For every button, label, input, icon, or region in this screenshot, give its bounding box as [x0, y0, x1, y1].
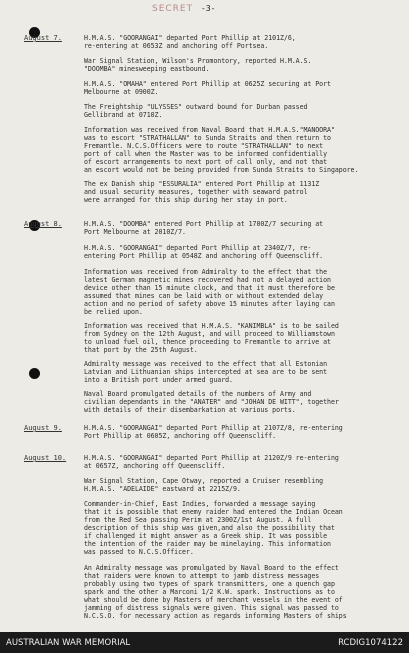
footer-record-id: RCDIG1074122 [338, 638, 403, 648]
log-paragraph: H.M.A.S. "GOORANGAI" departed Port Phillip at 2107Z/8, re-entering Port Phillip at 0605Z, anchoring off Queenscliff. [84, 424, 343, 440]
log-paragraph: H.M.A.S. "DOOMBA" entered Port Phillip at 1700Z/7 securing at Port Melbourne at 2010Z/7. [84, 220, 324, 236]
log-paragraph: An Admiralty message was promulgated by Naval Board to the effect that raiders were known to attempt to jamb distress messages probably using two types of spark transmitters, one a quench gap spark and the other a Marconi 1/2 K.W. spark. Instructions as to what should be done by Masters of merchant vessels in the event of jamming of distress signals were given. This signal was passed to N.C.S.O. for necessary action as regards informing Masters of ships [84, 564, 347, 620]
entry-date: August 8. [24, 220, 62, 228]
log-paragraph: H.M.A.S. "GOORANGAI" departed Port Phillip at 2120Z/9 re-entering at 0657Z, anchoring off Queenscliff. [84, 454, 339, 470]
log-paragraph: Information was received from Naval Board that H.M.A.S."MANOORA" was to escort "STRATHALLAN" to Sunda Straits and then return to Fremantle. N.C.S.Officers were to route "STRATHALLAN" to next port of call when the Master was to be informed confidentially of escort arrangements to next port of call only, and not that an escort would not be being provided from Sunda Straits to Singapore. [84, 126, 359, 174]
log-paragraph: War Signal Station, Wilson's Promontory, reported H.M.A.S. "DOOMBA" minesweeping eastbound. [84, 57, 312, 73]
log-paragraph: H.M.A.S. "GOORANGAI" departed Port Phillip at 2101Z/6, re-entering at 0653Z and anchoring off Portsea. [84, 34, 296, 50]
entry-date: August 9. [24, 424, 62, 432]
archive-footer [0, 632, 409, 653]
log-paragraph: Information was received from Admiralty to the effect that the latest German magnetic mines recovered had not a delayed action device other than 15 minute clock, and that it must therefore be assumed that mines can be laid with or without extended delay action and no period of safety above 15 minutes after laying can be relied upon. [84, 268, 335, 316]
log-paragraph: Information was received that H.M.A.S. "KANIMBLA" is to be sailed from Sydney on the 12th August, and will proceed to Williamstown to unload fuel oil, thence proceeding to Fremantle to arrive at that port by the 25th August. [84, 322, 339, 354]
log-paragraph: H.M.A.S. "OMAHA" entered Port Phillip at 0625Z securing at Port Melbourne at 0900Z. [84, 80, 331, 96]
log-paragraph: H.M.A.S. "GOORANGAI" departed Port Phillip at 2340Z/7, re- entering Port Phillip at 0548Z and anchoring off Queenscliff. [84, 244, 324, 260]
page-number: -3- [201, 4, 216, 13]
footer-source: AUSTRALIAN WAR MEMORIAL [6, 638, 131, 648]
log-paragraph: Commander-in-Chief, East Indies, forwarded a message saying that it is possible that enemy raider had entered the Indian Ocean from the Red Sea passing Perim at 2300Z/1st August. A full description of this ship was given,and also the possibility that if challenged it might answer as a Greek ship. It was possible the intention of the raider may be minelaying. This information was passed to N.C.S.Officer. [84, 500, 343, 556]
log-paragraph: The ex Danish ship "ESSURALIA" entered Port Phillip at 1131Z and usual security measures, together with seaward patrol were arranged for this ship during her stay in port. [84, 180, 320, 204]
log-paragraph: The Freightship "ULYSSES" outward bound for Durban passed Gellibrand at 0710Z. [84, 103, 308, 119]
punch-hole [29, 368, 40, 379]
entry-date: August 7. [24, 34, 62, 42]
secret-stamp: SECRET [152, 4, 194, 14]
log-paragraph: Admiralty message was received to the effect that all Estonian Latvian and Lithuanian ships intercepted at sea are to be sent into a British port under armed guard. [84, 360, 328, 384]
log-paragraph: War Signal Station, Cape Otway, reported a Cruiser resembling H.M.A.S. "ADELAIDE" eastward at 2215Z/9. [84, 477, 324, 493]
log-paragraph: Naval Board promulgated details of the numbers of Army and civilian dependants in the "ANATER" and "JOHAN DE WITT", together with details of their disembarkation at various ports. [84, 390, 339, 414]
entry-date: August 10. [24, 454, 67, 462]
